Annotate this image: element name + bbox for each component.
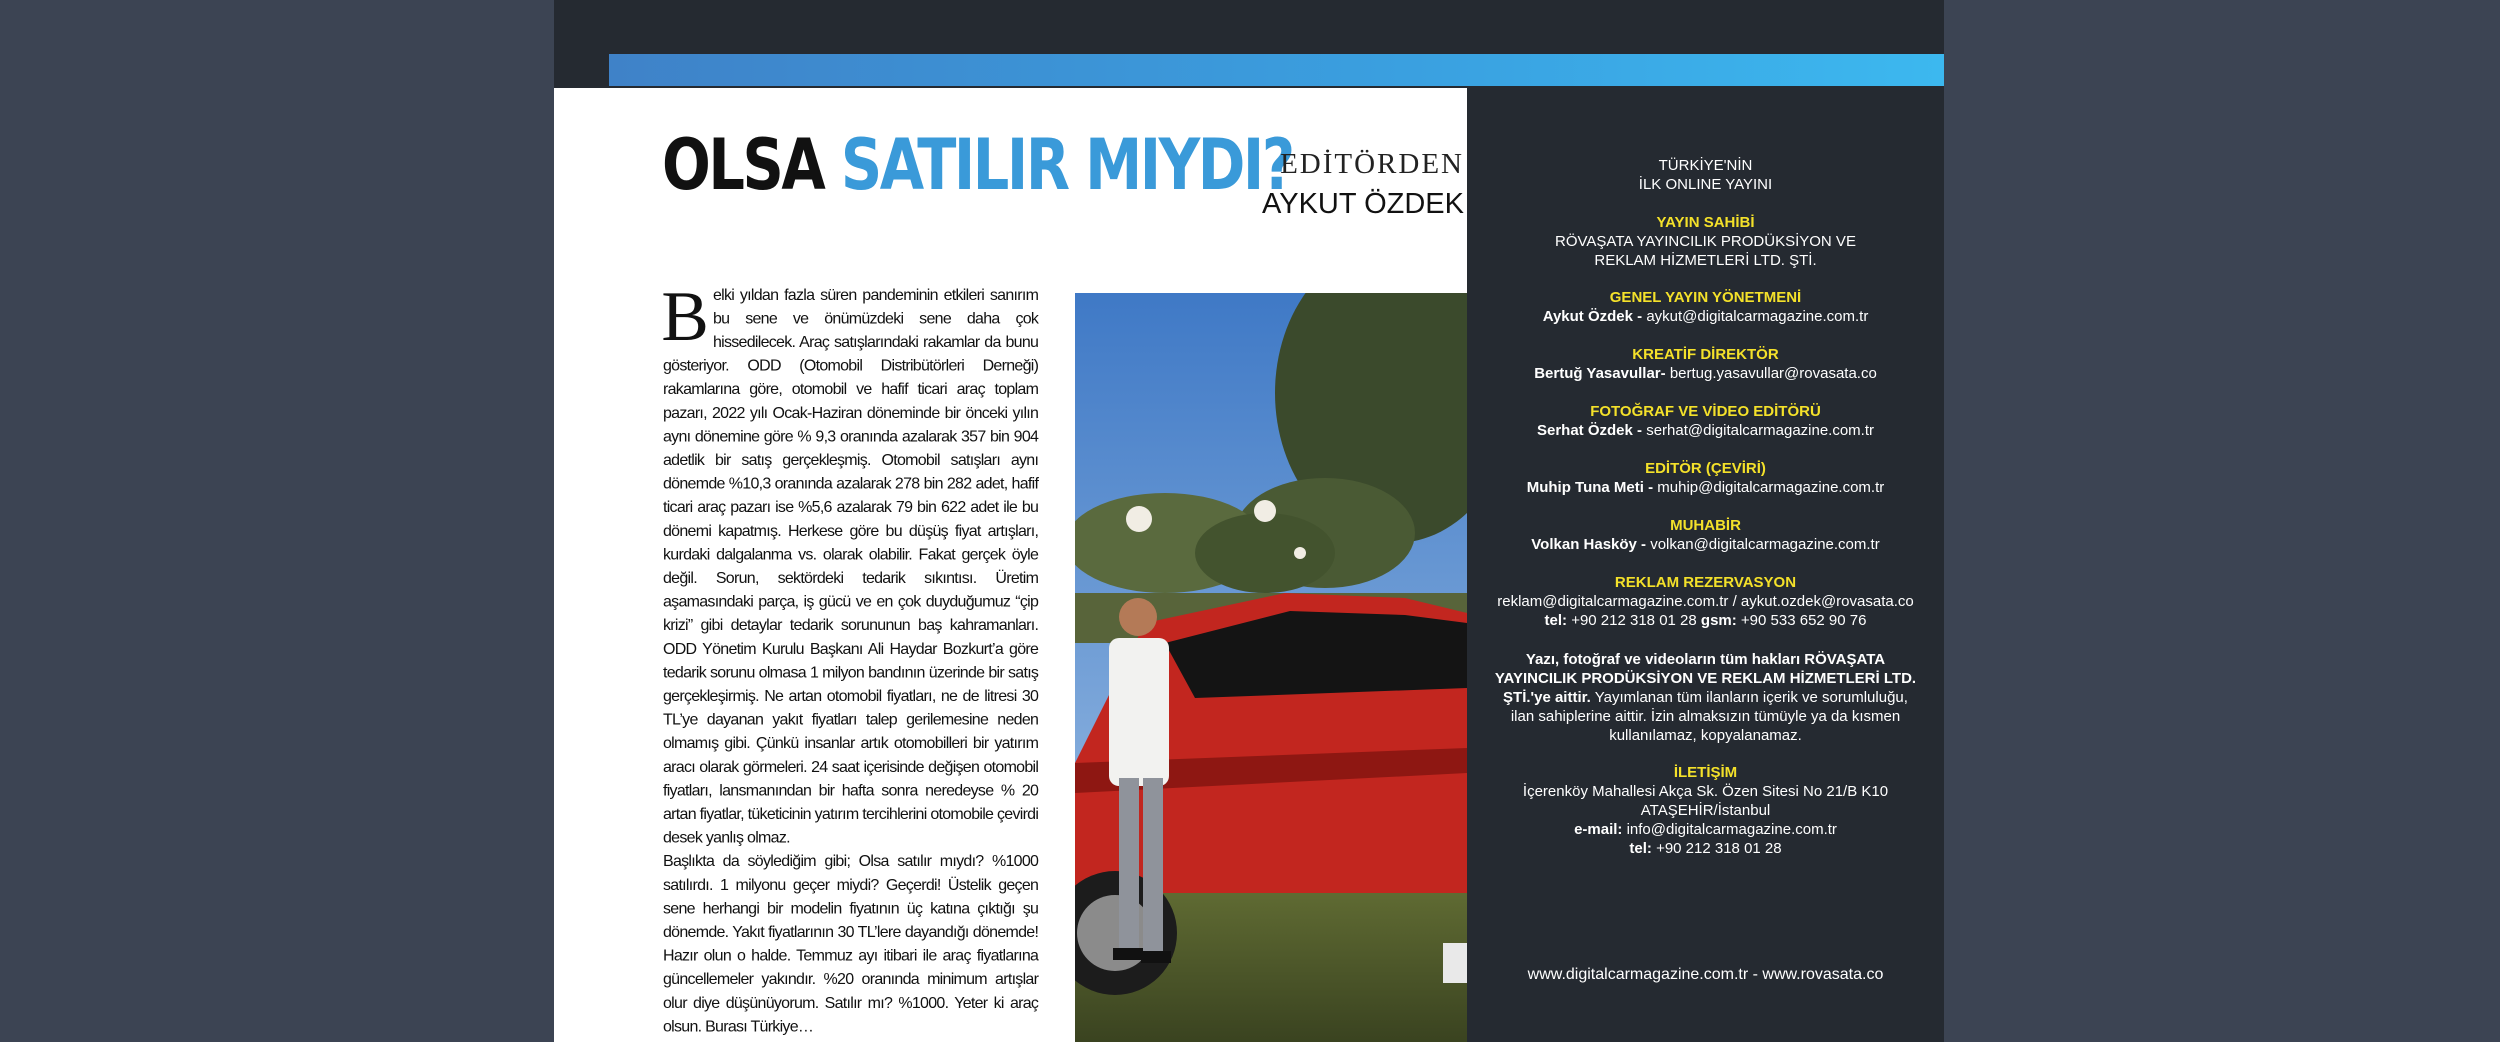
contact-address-2: ATAŞEHİR/İstanbul: [1640, 802, 1771, 819]
photo-illustration: [1075, 293, 1467, 1042]
editor-photo: [1075, 293, 1467, 1042]
ads-gsm-label: gsm:: [1700, 612, 1737, 629]
contact-heading: İLETİŞİM: [1673, 764, 1738, 781]
publisher-block: [1467, 213, 1944, 270]
reporter-name: Volkan Hasköy -: [1531, 536, 1647, 553]
general-manager-heading: GENEL YAYIN YÖNETMENİ: [1609, 289, 1802, 306]
ads-gsm: +90 533 652 90 76: [1740, 612, 1867, 629]
blue-accent-bar: [609, 54, 1944, 86]
translation-editor-name: Muhip Tuna Meti -: [1526, 479, 1654, 496]
article-paragraph-2: Başlıkta da söylediğim gibi; Olsa satılır mıydı? %1000 satılırdı. 1 milyonu geçer miydi? Geçerdi! Üstelik geçen sene herhangi bir modelin fiyatının üç katına çıktığı şu dönemde. Yakıt fiyatlarının 30 TL’lere dayandığı dönemde! Hazır olun o halde. Temmuz ayı itibari ile araç fiyatlarına güncellemeler yakındır. %20 oranında minimum artışlar olur diye düşünüyorum. Satılır mı? %1000. Yeter ki araç olsun. Burası Türkiye…: [663, 852, 1039, 1035]
creative-director-block: [1467, 345, 1944, 383]
intro-line-1: TÜRKİYE'NİN: [1658, 157, 1753, 174]
rights-line-2: YAYINCILIK PRODÜKSİYON VE REKLAM HİZMETLERİ LTD.: [1494, 670, 1917, 687]
contact-tel-label: tel:: [1629, 840, 1652, 857]
rights-line-1: Yazı, fotoğraf ve videoların tüm hakları RÖVAŞATA: [1525, 651, 1886, 668]
photo-editor-block: [1467, 402, 1944, 440]
photo-editor-heading: FOTOĞRAF VE VİDEO EDİTÖRÜ: [1590, 403, 1821, 420]
creative-director-heading: KREATİF DİREKTÖR: [1632, 346, 1779, 363]
masthead-sidebar: [1467, 88, 1944, 1042]
magazine-page: [554, 0, 1944, 1042]
editor-name: AYKUT ÖZDEK: [1262, 188, 1464, 220]
photo-editor-name: Serhat Özdek -: [1536, 422, 1643, 439]
ads-tel: +90 212 318 01 28: [1571, 612, 1697, 629]
sidebar-footer-links[interactable]: www.digitalcarmagazine.com.tr - www.rovasata.co: [1527, 966, 1884, 983]
rights-line-3: ŞTİ.'ye aittir.: [1503, 689, 1591, 706]
ads-heading: REKLAM REZERVASYON: [1614, 574, 1797, 591]
ads-tel-label: tel:: [1544, 612, 1568, 629]
photo-editor-email[interactable]: serhat@digitalcarmagazine.com.tr: [1646, 422, 1875, 439]
title-part-dark: OLSA: [662, 124, 824, 206]
rights-block: [1467, 650, 1944, 745]
creative-director-email[interactable]: bertug.yasavullar@rovasata.co: [1669, 365, 1877, 382]
contact-email[interactable]: info@digitalcarmagazine.com.tr: [1626, 821, 1837, 838]
contact-email-label: e-mail:: [1574, 821, 1623, 838]
contact-address-1: İçerenköy Mahallesi Akça Sk. Özen Sitesi No 21/B K10: [1522, 783, 1889, 800]
translation-editor-block: [1467, 459, 1944, 497]
title-part-blue: SATILIR MIYDI?: [840, 124, 1293, 206]
intro-line-2: İLK ONLINE YAYINI: [1638, 176, 1773, 193]
general-manager-name: Aykut Özdek -: [1542, 308, 1643, 325]
publisher-line-1: RÖVAŞATA YAYINCILIK PRODÜKSİYON VE: [1555, 233, 1856, 250]
translation-editor-heading: EDİTÖR (ÇEVİRİ): [1645, 460, 1766, 477]
article-paragraph: [661, 276, 1039, 849]
article-body: [661, 276, 1039, 1038]
ads-emails[interactable]: reklam@digitalcarmagazine.com.tr / aykut.ozdek@rovasata.co: [1497, 593, 1914, 610]
contact-block: [1467, 763, 1944, 858]
paragraph-1-text: elki yıldan fazla süren pandeminin etkileri sanırım bu sene ve önümüzdeki sene daha çok hissedilecek. Araç satışlarındaki rakamlar da bunu gösteriyor. ODD (Otomobil Distribütörleri Derneği) rakamlarına göre, otomobil ve hafif ticari araç toplam pazarı, 2022 yılı Ocak-Haziran döneminde bir önceki yılın aynı dönemine göre % 9,3 oranında azalarak 357 bin 904 adetlik bir satış gerçekleşmiş. Otomobil satışları aynı dönemde %10,3 oranında azalarak 278 bin 282 adet, hafif ticari araç pazarı ise %5,6 azalarak 79 bin 622 adet ile bu dönemi kapatmış. Herkese göre bu düşüş fiyat artışları, kurdaki dalgalanma vs. olarak olabilir. Fakat gerçek öyle değil. Sorun, sektördeki tedarik sıkıntısı. Üretim aşamasındaki parça, iş gücü ve en çok duyduğumuz “çip krizi” gibi detaylar tedarik sorununun baş kahramanları. ODD Yönetim Kurulu Başkanı Ali Haydar Bozkurt’a göre tedarik sorunu olmasa 1 milyon bandının üzerinde bir satış gerçekleşirmiş. Ne artan otomobil fiyatları, ne de litresi 30 TL’ye dayanan yakıt fiyatları talep gerilemesine neden olmamış gibi. Çünkü insanlar artık otomobilleri bir yatırım aracı olarak görmeleri. 24 saat içerisinde değişen otomobil fiyatları, lansmanından bir hafta sonra neredeyse % 20 artan fiyatlar, tüketicinin yatırım tercihlerini otomobile çevirdi desek yanlış olmaz.: [663, 285, 1039, 847]
general-manager-email[interactable]: aykut@digitalcarmagazine.com.tr: [1646, 308, 1869, 325]
rights-text-1: Yayımlanan tüm ilanların içerik ve sorumluluğu,: [1594, 689, 1908, 706]
ads-block: [1467, 573, 1944, 630]
reporter-block: [1467, 516, 1944, 554]
publisher-heading: YAYIN SAHİBİ: [1656, 214, 1755, 231]
reporter-heading: MUHABİR: [1670, 517, 1741, 534]
editor-kicker: EDİTÖRDEN: [1280, 148, 1464, 180]
publisher-line-2: REKLAM HİZMETLERİ LTD. ŞTİ.: [1594, 252, 1817, 269]
drop-cap: B: [661, 276, 709, 356]
creative-director-name: Bertuğ Yasavullar-: [1534, 365, 1666, 382]
rights-text-3: kullanılamaz, kopyalanamaz.: [1609, 727, 1802, 744]
translation-editor-email[interactable]: muhip@digitalcarmagazine.com.tr: [1657, 479, 1885, 496]
reporter-email[interactable]: volkan@digitalcarmagazine.com.tr: [1650, 536, 1880, 553]
rights-text-2: ilan sahiplerine aittir. İzin almaksızın tümüyle ya da kısmen: [1510, 708, 1901, 725]
intro-block: [1467, 156, 1944, 194]
general-manager-block: [1467, 288, 1944, 326]
contact-tel: +90 212 318 01 28: [1656, 840, 1782, 857]
